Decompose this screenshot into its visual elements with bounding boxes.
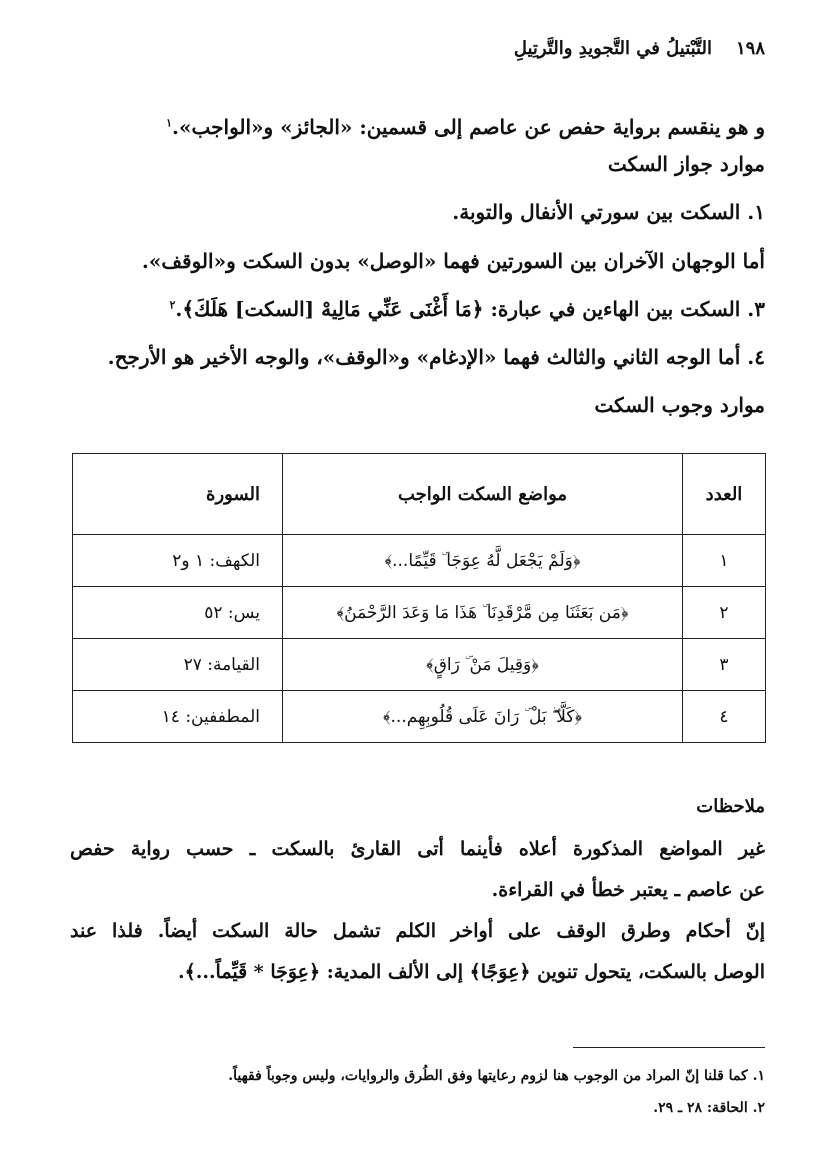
table-header-row (73, 454, 766, 535)
notes-heading: ملاحظات (696, 796, 765, 817)
item-3-text: ٣. السكت بين الهاءين في عبارة: ﴿مَا أَغْنَى عَنِّي مَالِيهْ [السكت] هَلَكَ﴾. (175, 297, 765, 321)
table-row (73, 639, 766, 691)
footnote-1: ١. كما قلنا إنّ المراد من الوجوب هنا لزوم رعايتها وفق الطُرق والروايات، وليس وجوباً فقهياً. (228, 1068, 765, 1084)
col-number: العدد (683, 454, 766, 535)
book-title: التَّبْتيلُ في التَّجويدِ والتَّرتِيلِ (513, 38, 712, 59)
cell-number: ٤ (683, 691, 766, 743)
col-surah: السورة (73, 454, 283, 535)
col-positions: مواضع السكت الواجب (283, 454, 683, 535)
cell-number: ٣ (683, 639, 766, 691)
item-3 (169, 297, 765, 321)
item-2: أما الوجهان الآخران بين السورتين فهما «الوصل» بدون السكت و«الوقف». (141, 249, 765, 273)
table-row (73, 535, 766, 587)
intro-line (166, 115, 765, 139)
running-header (514, 38, 765, 59)
item-4: ٤. أما الوجه الثاني والثالث فهما «الإدغام» و«الوقف»، والوجه الأخير هو الأرجح. (107, 345, 765, 369)
page-number: ١٩٨ (735, 38, 765, 59)
table-row (73, 587, 766, 639)
cell-number: ٢ (683, 587, 766, 639)
note-1-line-2: عن عاصم ـ يعتبر خطأ في القراءة. (491, 879, 765, 901)
intro-text: و هو ينقسم برواية حفص عن عاصم إلى قسمين: «الجائز» و«الواجب». (172, 115, 765, 139)
heading-permissible: موارد جواز السكت (607, 152, 765, 176)
table-row (73, 691, 766, 743)
footnote-ref: ١ (166, 116, 173, 130)
footnote-ref: ٢ (169, 298, 176, 312)
obligatory-pause-table (72, 453, 766, 743)
cell-surah: الكهف: ١ و٢ (73, 535, 283, 587)
cell-number: ١ (683, 535, 766, 587)
cell-verse: ﴿وَقِيلَ مَنْ ۜ رَاقٍ﴾ (283, 639, 683, 691)
note-2-line-2: الوصل بالسكت، يتحول تنوين ﴿عِوَجًا﴾ إلى الألف المدية: ﴿عِوَجَا * قَيِّماً...﴾. (177, 961, 765, 983)
item-1: ١. السكت بين سورتي الأنفال والتوبة. (452, 200, 765, 224)
note-2-line-1: إنّ أحكام وطرق الوقف على أواخر الكلم تشمل حالة السكت أيضاً. فلذا عند (70, 920, 765, 942)
heading-obligatory: موارد وجوب السكت (594, 393, 765, 417)
footnote-2: ٢. الحاقة: ٢٨ ـ ٢٩. (653, 1100, 765, 1116)
cell-verse: ﴿مَن بَعَثَنَا مِن مَّرْقَدِنَا ۜ هَذَا مَا وَعَدَ الرَّحْمَنُ﴾ (283, 587, 683, 639)
cell-surah: المطففين: ١٤ (73, 691, 283, 743)
cell-verse: ﴿كَلَّا ۖ بَلْ ۜ رَانَ عَلَى قُلُوبِهِم...﴾ (283, 691, 683, 743)
cell-surah: يس: ٥٢ (73, 587, 283, 639)
cell-surah: القيامة: ٢٧ (73, 639, 283, 691)
cell-verse: ﴿وَلَمْ يَجْعَل لَّهُ عِوَجَا ۜ قَيِّمًا...﴾ (283, 535, 683, 587)
note-1-line-1: غير المواضع المذكورة أعلاه فأينما أتى القارئ بالسكت ـ حسب رواية حفص (70, 838, 765, 860)
footnote-divider (573, 1047, 765, 1048)
